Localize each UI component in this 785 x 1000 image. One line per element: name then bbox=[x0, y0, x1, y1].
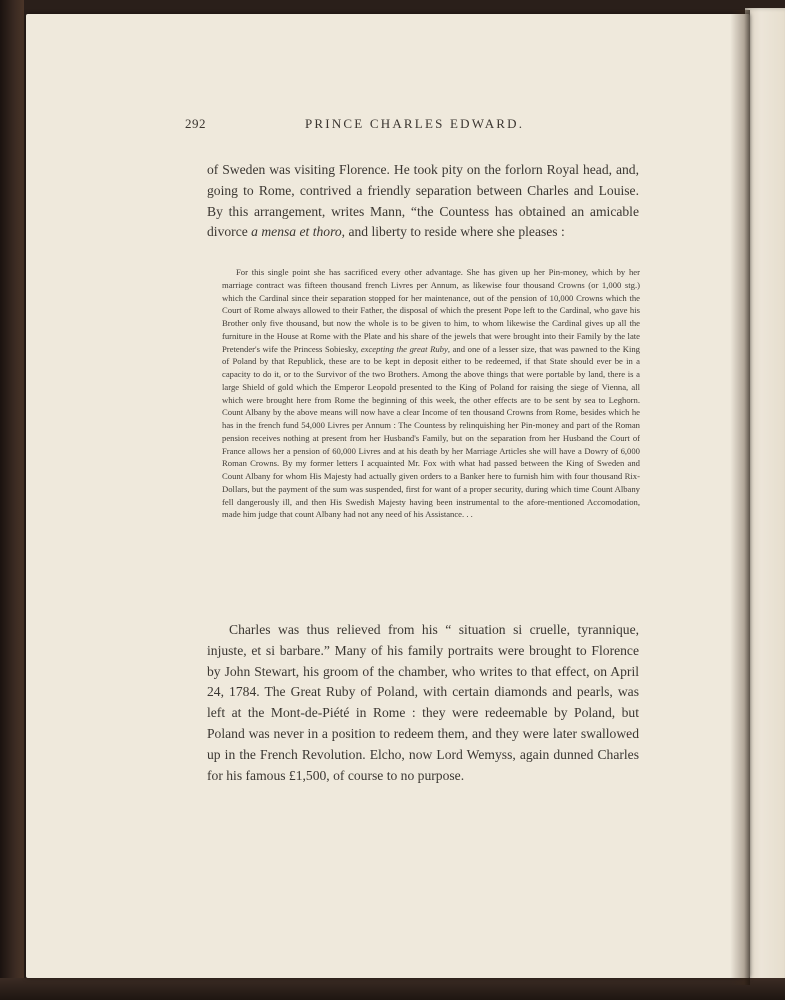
page-title: PRINCE CHARLES EDWARD. bbox=[305, 116, 525, 131]
paragraph-top-text bbox=[207, 160, 639, 243]
paragraph-top-italic: a mensa et thoro bbox=[251, 224, 342, 240]
book-cover-bottom bbox=[0, 978, 785, 1000]
paragraph-top-part2: , and liberty to reside where she pleases : bbox=[341, 224, 565, 240]
paragraph-bottom-text: Charles was thus relieved from his “ situation si cruelle, tyrannique, injuste, et si barbare.” Many of his family portraits were brought to Florence by John Stewart, his groom of the chamber, who writes to that effect, on April 24, 1784. The Great Ruby of Poland, with certain diamonds and pearls, was left at the Mont-de-Piété in Rome : they were redeemable by Poland, but Poland was never in a position to redeem them, and they were later swallowed up in the French Revolution. Elcho, now Lord Wemyss, again dunned Charles for his famous £1,500, of course to no purpose. bbox=[207, 622, 639, 783]
block-quote-text bbox=[222, 266, 640, 521]
paragraph-bottom bbox=[207, 620, 639, 786]
block-quote-italic: excepting the great Ruby bbox=[360, 343, 448, 354]
paragraph-top-part1: of Sweden was visiting Florence. He took pity on the forlorn Royal head, and, going to Rome, contrived a friendly separation between Charles and Louise. By this arrangement, writes Mann, “the Countess has obtained an amicable divorce bbox=[207, 162, 639, 240]
block-quote-part2: , and one of a lesser size, that was pawned to the King of Poland by that Republick, these are to be kept in deposit either to be redeemed, if that State should ever be in a capacity to do it, or to the Survivor of the two Brothers. Among the above things that were portable by land, there is a large Shield of gold which the Emperor Leopold presented to the King of Poland for raising the siege of Vienna, all which were brought here from Rome the beginning of this week, the other effects are to be sent by sea to Leghorn. Count Albany by the above means will now have a clear Income of ten thousand Crowns from Rome, besides which he has in the french fund 54,000 Livres per Annum : The Countess by relinquishing her Pin-money and part of the Roman pension receives nothing at present from her Husband's Family, but on the separation from her Husband the Court of France allows her a pension of 60,000 Livres and at his death by her Marriage Articles she will have a Dowry of 6,000 Roman Crowns. By my former letters I acquainted Mr. Fox with what had passed between the King of Sweden and Count Albany for whom His Majesty had actually given orders to a Banker here to furnish him with four thousand Rix-Dollars, but the payment of the sum was suspended, first for want of a proper security, during which time Count Albany fell dangerously ill, and then His Swedish Majesty having been instrumental to the afore-mentioned Accomodation, made him judge that count Albany had not any need of his Assistance. . . bbox=[222, 343, 640, 520]
facing-page-edge bbox=[745, 8, 785, 988]
block-quote-part1: For this single point she has sacrificed every other advantage. She has given up her Pin-money, which by her marriage contract was fifteen thousand french Livres per Annum, as likewise four thousand Crowns (or 1,000 stg.) which the Cardinal since their separation stopped for her maintenance, out of the pension of 10,000 Crowns which the Court of Rome always allowed to their Father, the disposal of which the present Pope left to the Cardinal, who gave his Brother only five thousand, but now the whole is to be given to him, to whom likewise the Cardinal gives up all the furniture in the House at Rome with the Plate and his share of the jewels that were brought into their Family by the late Pretender's wife the Princess Sobiesky, bbox=[222, 267, 640, 354]
running-head bbox=[185, 116, 625, 136]
page-number: 292 bbox=[185, 116, 206, 131]
block-quote bbox=[222, 266, 640, 521]
book-cover-edge bbox=[0, 0, 24, 1000]
spine-shadow bbox=[730, 10, 750, 985]
paragraph-top bbox=[207, 160, 639, 243]
